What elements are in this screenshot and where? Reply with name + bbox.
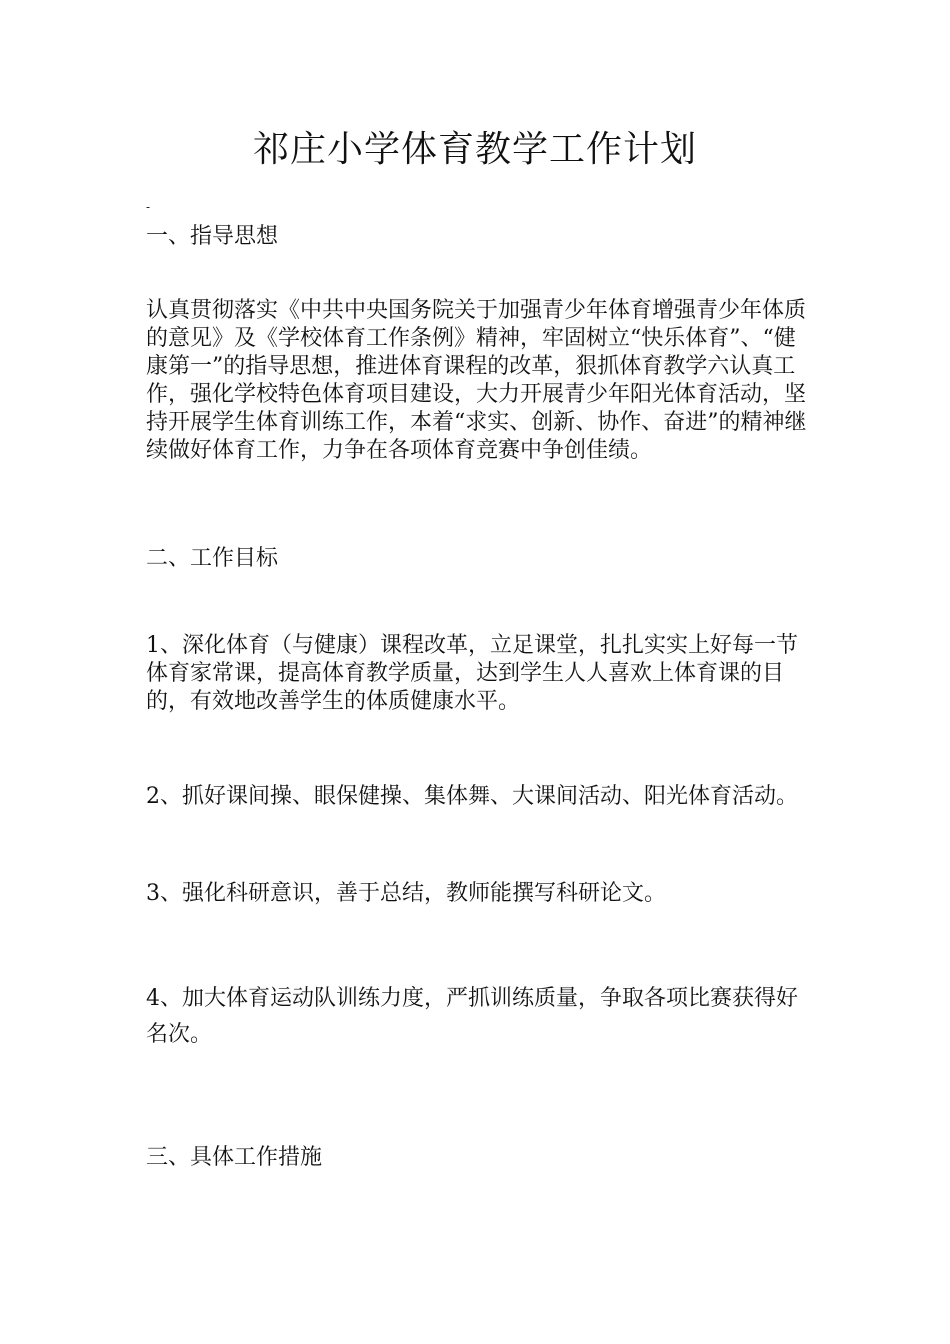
section-heading-guiding-ideology: 一、指导思想 bbox=[146, 224, 279, 249]
paragraph-guiding-ideology: 认真贯彻落实《中共中央国务院关于加强青少年体育增强青少年体质的意见》及《学校体育工作条例》精神，牢固树立“快乐体育”、“健康第一”的指导思想，推进体育课程的改革，狠抓体育教学六认真工作，强化学校特色体育项目建设，大力开展青少年阳光体育活动，坚持开展学生体育训练工作，本着“求实、创新、协作、奋进”的精神继续做好体育工作，力争在各项体育竞赛中争创佳绩。 bbox=[146, 298, 807, 463]
goal-item-4: 4、加大体育运动队训练力度，严抓训练质量，争取各项比赛获得好名次。 bbox=[146, 986, 798, 1047]
goal-item-2: 2、抓好课间操、眼保健操、集体舞、大课间活动、阳光体育活动。 bbox=[146, 784, 798, 809]
section-heading-work-goals: 二、工作目标 bbox=[146, 546, 279, 571]
document-title: 祁庄小学体育教学工作计划 bbox=[252, 129, 697, 170]
goal-item-3: 3、强化科研意识，善于总结，教师能撰写科研论文。 bbox=[146, 881, 666, 906]
goal-item-1: 1、深化体育（与健康）课程改革，立足课堂，扎扎实实上好每一节体育家常课，提高体育教学质量，达到学生人人喜欢上体育课的目的，有效地改善学生的体质健康水平。 bbox=[146, 633, 798, 714]
page-marker: - bbox=[146, 200, 151, 214]
section-heading-work-measures: 三、具体工作措施 bbox=[146, 1145, 323, 1170]
